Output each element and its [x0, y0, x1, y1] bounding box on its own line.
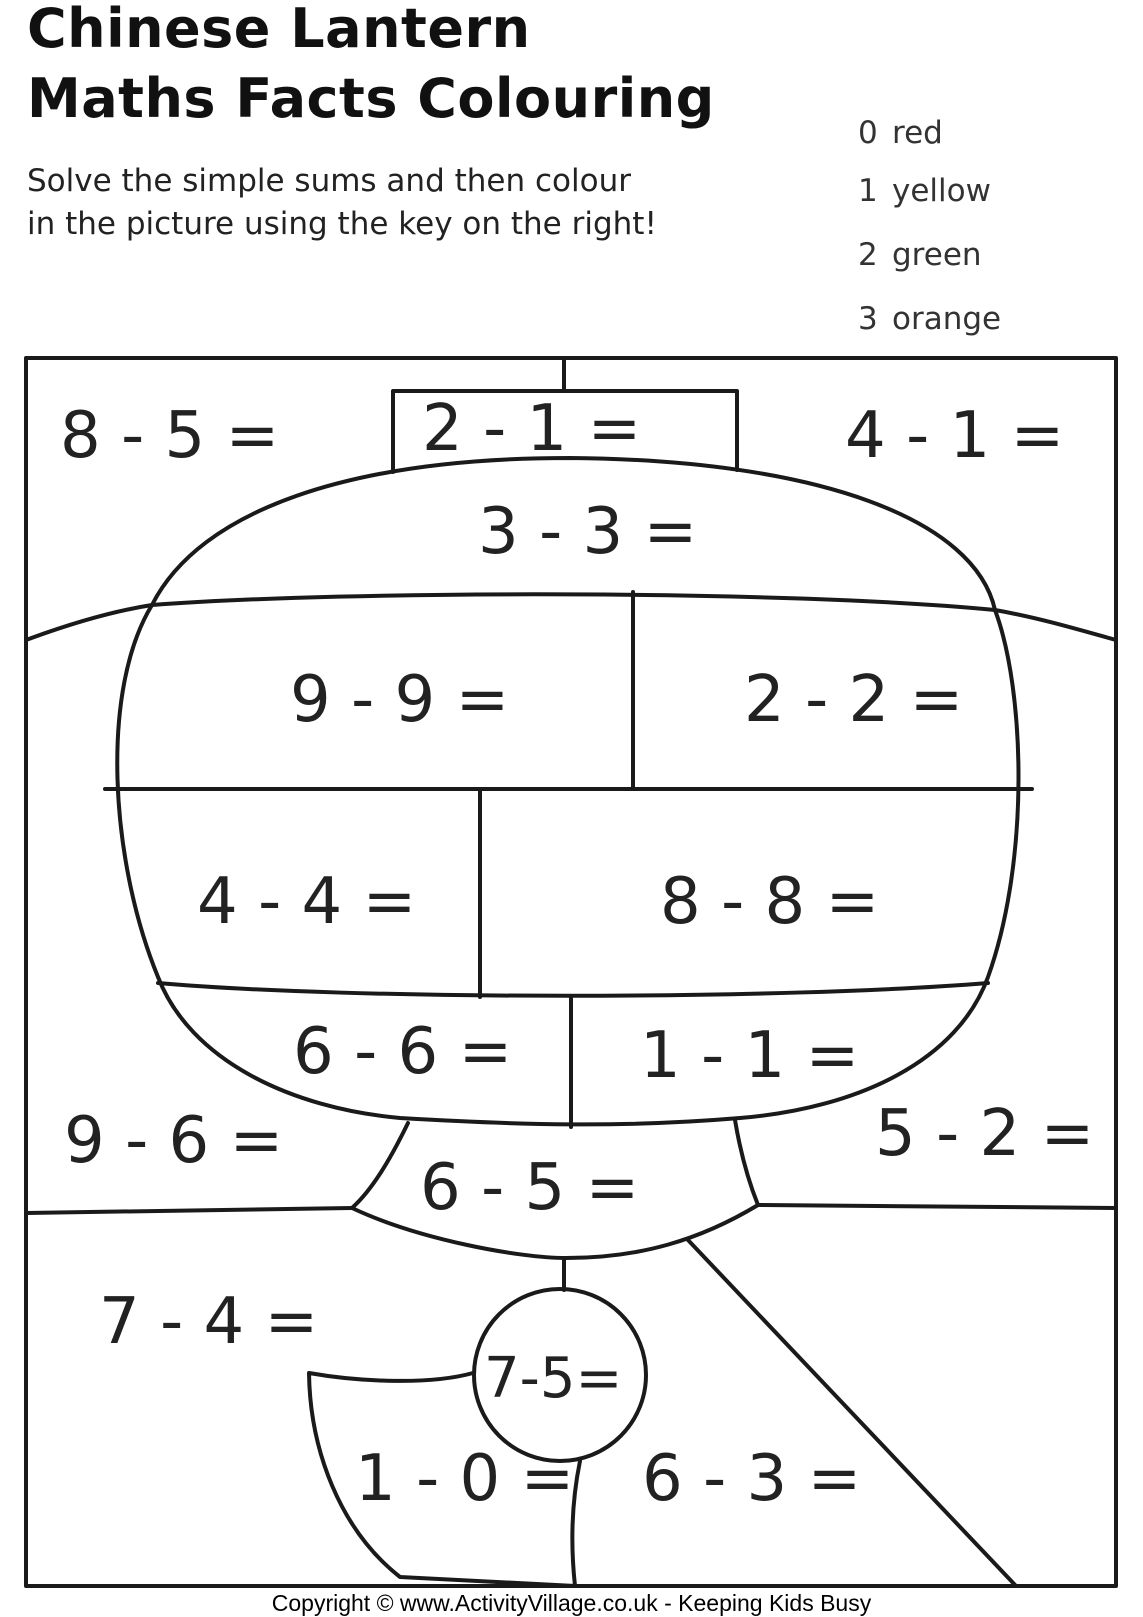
sum-row3-left: 6 - 6 = [293, 1015, 513, 1089]
sum-top-left: 8 - 5 = [60, 399, 280, 473]
instructions-line-1: Solve the simple sums and then colour [27, 163, 631, 199]
colour-key-number: 1 [858, 173, 878, 209]
sum-tassel: 1 - 0 = [355, 1442, 575, 1516]
sum-mid-right: 5 - 2 = [875, 1097, 1095, 1171]
colour-key-number: 3 [858, 301, 878, 337]
right-ground-line [758, 1205, 1116, 1208]
page-title-line-1: Chinese Lantern [27, 0, 531, 60]
left-ground-line [26, 1208, 352, 1213]
sum-row3-right: 1 - 1 = [640, 1019, 860, 1093]
sum-bottom-left: 7 - 4 = [99, 1285, 319, 1359]
colour-key-number: 2 [858, 237, 878, 273]
sum-top-right: 4 - 1 = [845, 399, 1065, 473]
sum-lantern-cap: 2 - 1 = [422, 392, 642, 466]
lower-band-line [158, 983, 988, 996]
sum-row2-right: 8 - 8 = [660, 865, 880, 939]
sum-lantern-base: 6 - 5 = [420, 1151, 640, 1225]
colour-key-colour: yellow [892, 173, 991, 209]
colour-key-colour: red [892, 115, 943, 151]
sum-row2-left: 4 - 4 = [197, 865, 417, 939]
page-title-line-2: Maths Facts Colouring [27, 67, 715, 130]
colour-key-colour: orange [892, 301, 1002, 337]
sum-row1-right: 2 - 2 = [744, 663, 964, 737]
sum-mid-left: 9 - 6 = [64, 1104, 284, 1178]
colour-key-number: 0 [858, 115, 878, 151]
sum-bottom-right: 6 - 3 = [642, 1442, 862, 1516]
copyright-notice: Copyright © www.ActivityVillage.co.uk - Keeping Kids Busy [271, 1590, 872, 1616]
upper-band-line [26, 594, 1116, 640]
colour-key-colour: green [892, 237, 982, 273]
sum-tassel-knot: 7-5= [484, 1346, 623, 1411]
sum-lantern-top: 3 - 3 = [478, 495, 698, 569]
sum-row1-left: 9 - 9 = [290, 663, 510, 737]
instructions-line-2: in the picture using the key on the right! [27, 206, 657, 242]
diagonal-line [688, 1240, 1016, 1586]
